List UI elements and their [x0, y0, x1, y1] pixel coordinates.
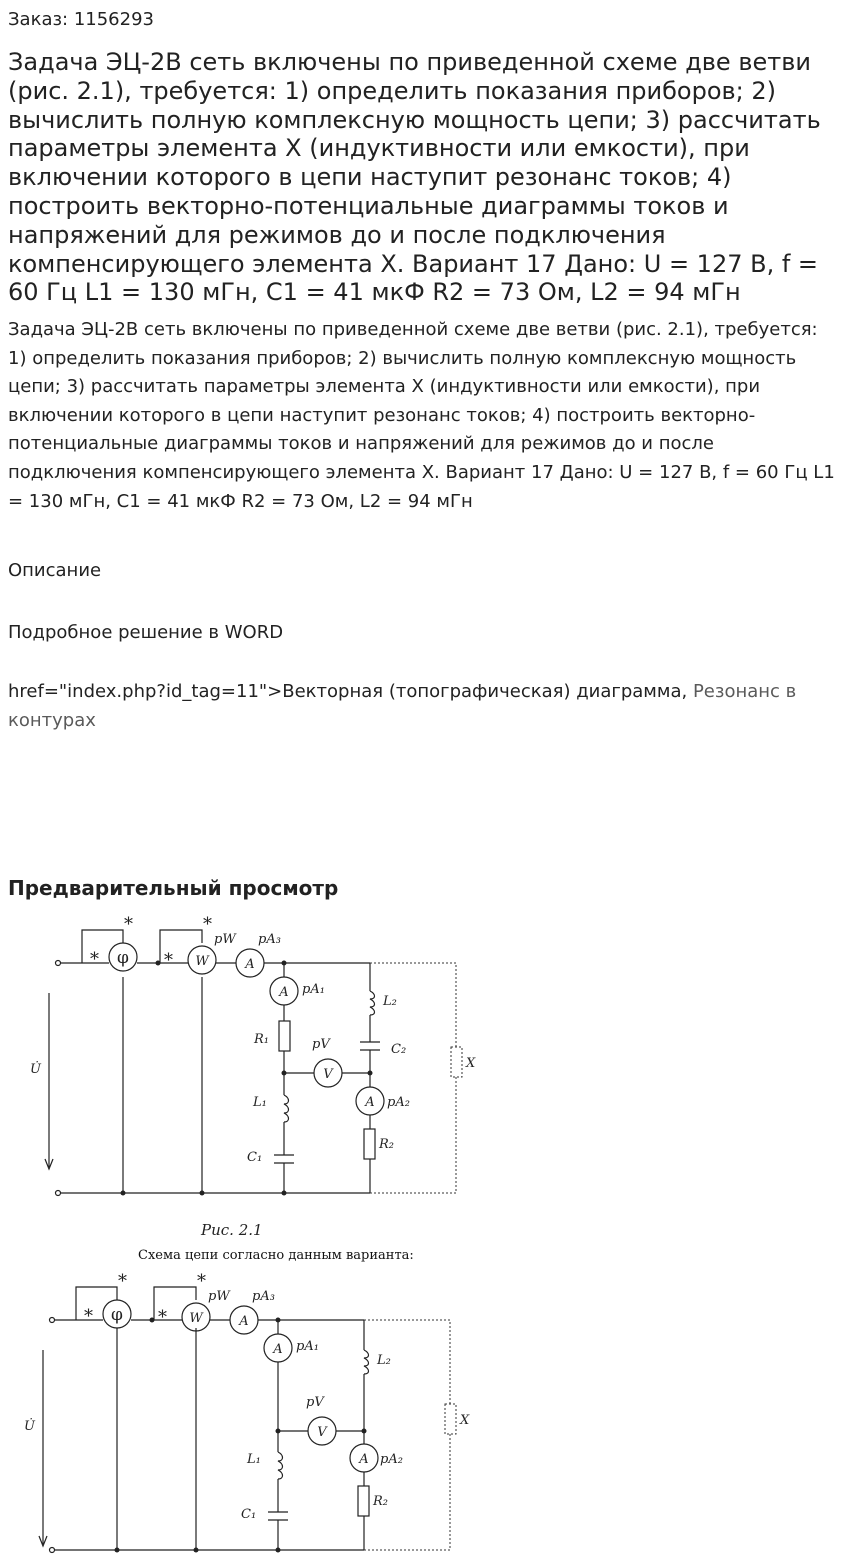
label-c2: C₂: [391, 1042, 407, 1057]
label-c1: C₁: [241, 1507, 257, 1522]
star-marker: *: [158, 1307, 167, 1328]
label-r2: R₂: [373, 1494, 388, 1509]
label-pv: pV: [306, 1395, 324, 1410]
label-l1: L₁: [253, 1095, 267, 1110]
wattmeter-symbol: W: [195, 954, 209, 969]
page-title: Задача ЭЦ-2В сеть включены по приведенной схеме две ветви (рис. 2.1), требуется: 1) определить показания приборов; 2) вычислить полную комплексную мощность цепи; 3) рассчитать параметры элемента Х (индуктивности или емкости), при включении которого в цепи наступит резонанс токов; 4) построить векторно-потенциальные диаграммы токов и напряжений для режимов до и после подключения компенсирующего элемента Х. Вариант 17 Дано: U = 127 В, f = 60 Гц L1 = 130 мГн, C1 = 41 мкФ R2 = 73 Ом, L2 = 94 мГн: [8, 48, 821, 307]
circuit-diagram-figure-2: [0, 1260, 500, 1567]
label-pw: pW: [208, 1289, 230, 1304]
task-description: Задача ЭЦ-2В сеть включены по приведенной схеме две ветви (рис. 2.1), требуется: 1) определить показания приборов; 2) вычислить полную комплексную мощность цепи; 3) рассчитать параметры элемента Х (индуктивности или емкости), при включении которого в цепи наступит резонанс токов; 4) построить векторно-потенциальные диаграммы токов и напряжений для режимов до и после подключения компенсирующего элемента Х. Вариант 17 Дано: U = 127 В, f = 60 Гц L1 = 130 мГн, C1 = 41 мкФ R2 = 73 Ом, L2 = 94 мГн: [8, 319, 835, 512]
label-pa1: pA₁: [296, 1339, 319, 1354]
label-pw: pW: [214, 932, 236, 947]
label-pa1: pA₁: [302, 982, 325, 997]
label-voltage-u: U̇: [24, 1419, 35, 1434]
voltmeter-symbol: V: [317, 1425, 327, 1440]
ammeter-pa3-symbol: A: [239, 1314, 249, 1329]
star-marker: *: [118, 1271, 127, 1292]
label-pa2: pA₂: [380, 1452, 403, 1467]
label-r1: R₁: [254, 1032, 269, 1047]
ammeter-pa1-symbol: A: [273, 1342, 283, 1357]
ammeter-pa2-symbol: A: [359, 1452, 369, 1467]
ammeter-pa2-symbol: A: [365, 1095, 375, 1110]
solution-note: Подробное решение в WORD: [8, 622, 284, 643]
figure-1-caption: Рис. 2.1: [201, 1221, 263, 1239]
phase-meter-symbol: φ: [117, 948, 129, 968]
order-number: Заказ: 1156293: [8, 9, 154, 30]
star-marker: *: [197, 1271, 206, 1292]
label-pa3: pA₃: [252, 1289, 275, 1304]
label-voltage-u: U̇: [30, 1062, 41, 1077]
voltmeter-symbol: V: [323, 1067, 333, 1082]
star-marker: *: [124, 914, 133, 935]
label-pv: pV: [312, 1037, 330, 1052]
figure-2-caption: Схема цепи согласно данным варианта:: [138, 1248, 414, 1263]
star-marker: *: [90, 949, 99, 970]
ammeter-pa1-symbol: A: [279, 985, 289, 1000]
circuit-diagram-figure-1: [0, 905, 500, 1205]
star-marker: *: [203, 914, 212, 935]
tags-prefix-text: href="index.php?id_tag=11">Векторная (топографическая) диаграмма,: [8, 681, 693, 702]
description-label: Описание: [8, 560, 102, 581]
phase-meter-symbol: φ: [111, 1305, 123, 1325]
label-pa2: pA₂: [387, 1095, 410, 1110]
label-x: X: [460, 1413, 470, 1428]
star-marker: *: [164, 950, 173, 971]
label-pa3: pA₃: [258, 932, 281, 947]
label-r2: R₂: [379, 1137, 394, 1152]
wattmeter-symbol: W: [189, 1311, 203, 1326]
preview-heading: Предварительный просмотр: [8, 876, 339, 900]
star-marker: *: [84, 1306, 93, 1327]
label-x: X: [466, 1056, 476, 1071]
label-c1: C₁: [247, 1150, 263, 1165]
tags-line: [8, 678, 838, 735]
label-l2: L₂: [383, 994, 397, 1009]
ammeter-pa3-symbol: A: [245, 957, 255, 972]
label-l2: L₂: [377, 1353, 391, 1368]
label-l1: L₁: [247, 1452, 261, 1467]
tag-link-resonance[interactable]: Резонанс в контурах: [8, 681, 797, 731]
